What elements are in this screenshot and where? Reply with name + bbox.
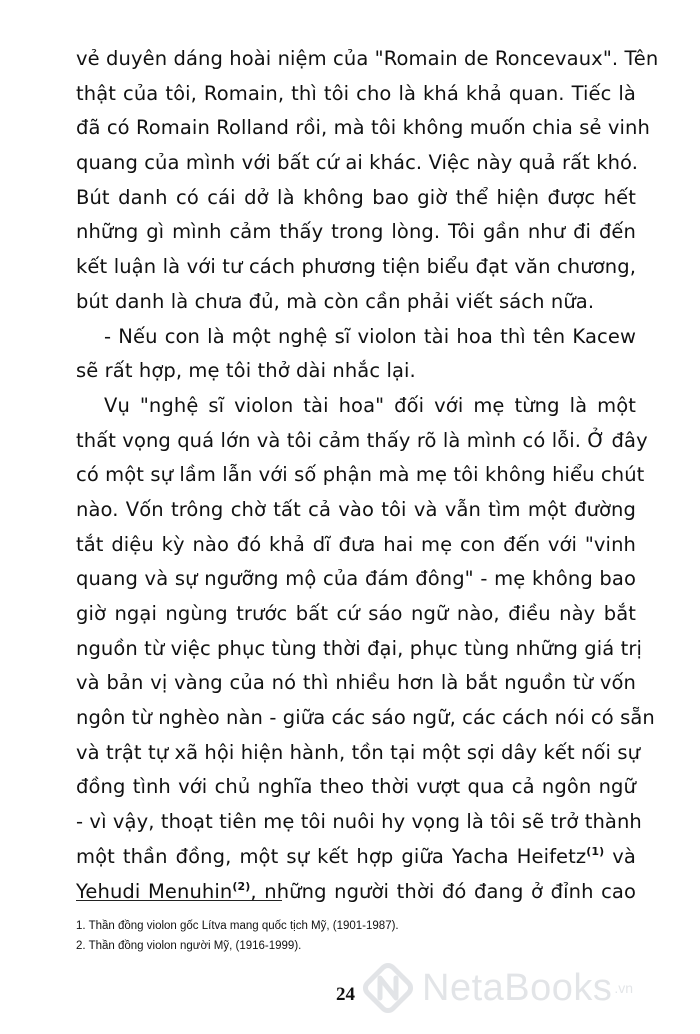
text-line: bút danh là chưa đủ, mà còn cần phải viết sách nữa. [76,289,595,313]
line-text: Yehudi Menuhin [76,879,233,903]
text-line: ngôn từ nghèo nàn - giữa các sáo ngữ, các cách nói có sẵn [76,706,655,730]
text-line: tắt diệu kỳ nào đó khả dĩ đưa hai mẹ con đến với "vinh [76,532,636,556]
text-line: quang và sự ngưỡng mộ của đám đông" - mẹ không bao [76,567,636,591]
text-line: quang của mình với bất cứ ai khác. Việc này quả rất khó. [76,151,639,175]
watermark [360,960,633,1016]
text-line: đã có Romain Rolland rồi, mà tôi không muốn chia sẻ vinh [76,116,650,140]
text-line: nào. Vốn trông chờ tất cả vào tôi và vẫn tìm một đường [76,497,636,521]
text-line: giờ ngại ngùng trước bất cứ sáo ngữ nào, điều này bắt [76,602,636,625]
text-line: và trật tự xã hội hiện hành, tồn tại một sợi dây kết nối sự [76,740,641,764]
footnote: 2. Thần đồng violon người Mỹ, (1916-1999). [76,940,302,952]
text-line: thất vọng quá lớn và tôi cảm thấy rõ là mình có lỗi. Ở đây [76,428,648,452]
line-text: và [604,844,636,868]
text-line: - Nếu con là một nghệ sĩ violon tài hoa thì tên Kacew [104,324,636,348]
text-line-with-footnote-ref [76,875,636,910]
text-line: có một sự lầm lẫn với số phận mà mẹ tôi không hiểu chút [76,463,645,487]
text-line: Vụ "nghệ sĩ violon tài hoa" đối với mẹ từng là một [104,393,636,417]
footnotes [76,916,399,956]
text-line: sẽ rất hợp, mẹ tôi thở dài nhắc lại. [76,359,416,383]
text-line: và bản vị vàng của nó thì nhiều hơn là bắt nguồn từ vốn [76,671,636,695]
footnote-ref: (2) [232,879,251,893]
line-text: một thần đồng, một sự kết hợp giữa Yacha Heifetz [76,844,587,868]
text-line: vẻ duyên dáng hoài niệm của "Romain de Roncevaux". Tên [76,47,659,70]
netabooks-logo-icon [360,960,416,1016]
text-line: những gì mình cảm thấy trong lòng. Tôi gần như đi đến [76,220,636,244]
body-text [76,42,659,909]
watermark-text: NetaBooks [422,966,613,1009]
line-text: , những người thời đó đang ở đỉnh cao [250,879,637,903]
text-line: nguồn từ việc phục tùng thời đại, phục tùng những giá trị [76,636,643,660]
text-line: kết luận là với tư cách phương tiện biểu đạt văn chương, [76,255,636,279]
footnote: 1. Thần đồng violon gốc Lítva mang quốc tịch Mỹ, (1901-1987). [76,920,399,932]
text-line: thật của tôi, Romain, thì tôi cho là khá khả quan. Tiếc là [76,81,636,105]
text-line: - vì vậy, thoạt tiên mẹ tôi nuôi hy vọng là tôi sẽ trở thành [76,810,642,834]
footnote-divider [76,900,282,901]
text-line: Bút danh có cái dở là không bao giờ thể hiện được hết [76,185,636,209]
watermark-suffix: .vn [614,980,634,996]
footnote-ref: (1) [586,844,605,858]
text-line-with-footnote-ref [76,840,636,875]
page-number: 24 [336,984,355,1005]
text-line: đồng tình với chủ nghĩa theo thời vượt qua cả ngôn ngữ [76,775,636,799]
